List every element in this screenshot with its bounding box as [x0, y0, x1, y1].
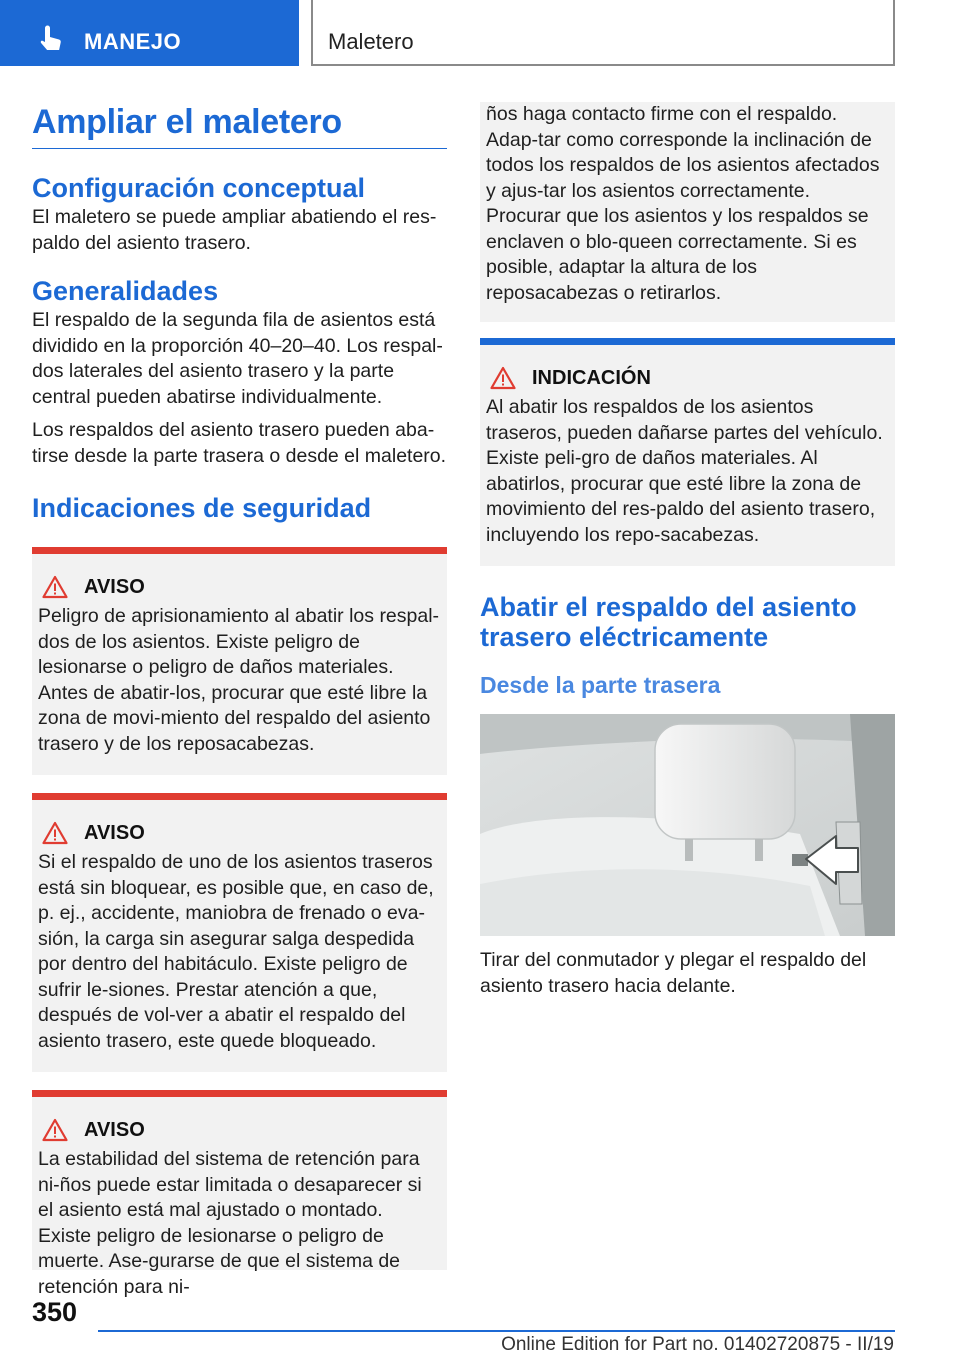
warning-continuation — [480, 102, 895, 322]
photo-caption: Tirar del conmutador y plegar el respaldo del asiento trasero hacia delante. — [480, 949, 867, 997]
section-tab — [0, 0, 299, 66]
page-number: 350 — [32, 1297, 78, 1327]
page-topic: Maletero — [328, 29, 414, 54]
warning-continuation-text: ños haga contacto firme con el respaldo. Adap-tar como corresponde la inclinación de todos los respaldos de los asientos afectados y ajus-tar los asientos correctamente. Procurar que los asientos y los respaldos se enclaven o blo-queen correctamente. Si es posible, adaptar la altura de los reposacabezas o retirarlos. — [486, 103, 880, 304]
hand-pointer-icon — [36, 24, 66, 54]
concept-text: El maletero se puede ampliar abatiendo el res-paldo del asiento trasero. — [32, 206, 437, 254]
warning-label: AVISO — [84, 821, 145, 844]
page-topic-box — [311, 0, 895, 66]
right-column — [480, 102, 895, 999]
general-text-1: El respaldo de la segunda fila de asientos está dividido en la proporción 40–20–40. Los respal-dos laterales del asiento trasero y la parte central pueden abatirse individualmente. — [32, 309, 443, 408]
warning-box — [32, 1090, 447, 1298]
seat-switch-photo — [480, 714, 895, 936]
warning-box — [32, 547, 447, 775]
footer-rule — [98, 1330, 895, 1332]
info-box — [480, 338, 895, 566]
warning-triangle-icon — [42, 821, 68, 845]
rear-heading: Desde la parte trasera — [480, 672, 721, 698]
warning-label: AVISO — [84, 1118, 145, 1141]
left-column — [32, 100, 447, 1298]
info-label: INDICACIÓN — [532, 366, 651, 389]
safety-heading: Indicaciones de seguridad — [32, 493, 372, 523]
info-text: Al abatir los respaldos de los asientos traseros, pueden dañarse partes del vehículo. Existe peli-gro de daños materiales. Al abatirlos, procurar que esté libre la zona de movimiento del res-paldo del asiento trasero, incluyendo los repo-sacabezas. — [486, 396, 883, 546]
edition-footer: Online Edition for Part no. 01402720875 - II/19 — [501, 1334, 894, 1355]
section-label: MANEJO — [84, 29, 182, 54]
warning-triangle-icon — [42, 1118, 68, 1142]
general-text-2: Los respaldos del asiento trasero pueden aba-tirse desde la parte trasera o desde el maletero. — [32, 419, 447, 467]
warning-label: AVISO — [84, 575, 145, 598]
concept-heading: Configuración conceptual — [32, 173, 366, 203]
fold-heading: Abatir el respaldo del asiento trasero eléctricamente — [480, 592, 857, 652]
general-heading: Generalidades — [32, 276, 219, 306]
warning-triangle-icon — [42, 575, 68, 599]
page-title: Ampliar el maletero — [32, 100, 447, 149]
warning-text: Si el respaldo de uno de los asientos traseros está sin bloquear, es posible que, en caso de, p. ej., accidente, maniobra de frenado o eva-sión, la carga sin asegurar salga despedida por dentro del habitáculo. Existe peligro de sufrir le-siones. Prestar atención a que, después de vol-ver a abatir el respaldo del asiento trasero, este quede bloqueado. — [38, 851, 434, 1052]
warning-triangle-icon — [490, 366, 516, 390]
warning-text: La estabilidad del sistema de retención para ni-ños puede estar limitada o desaparecer si el asiento está mal ajustado o montado. Existe peligro de lesionarse o peligro de muerte. Ase-gurarse de que el sistema de retención para ni- — [38, 1148, 422, 1298]
warning-box — [32, 793, 447, 1072]
rear-seat-illustration — [480, 714, 895, 936]
warning-text: Peligro de aprisionamiento al abatir los respal-dos de los asientos. Existe peligro de lesionarse o peligro de daños materiales. Antes de abatir-los, procurar que esté libre la zona de movi-miento del respaldo del asiento trasero y de los reposacabezas. — [38, 605, 440, 755]
